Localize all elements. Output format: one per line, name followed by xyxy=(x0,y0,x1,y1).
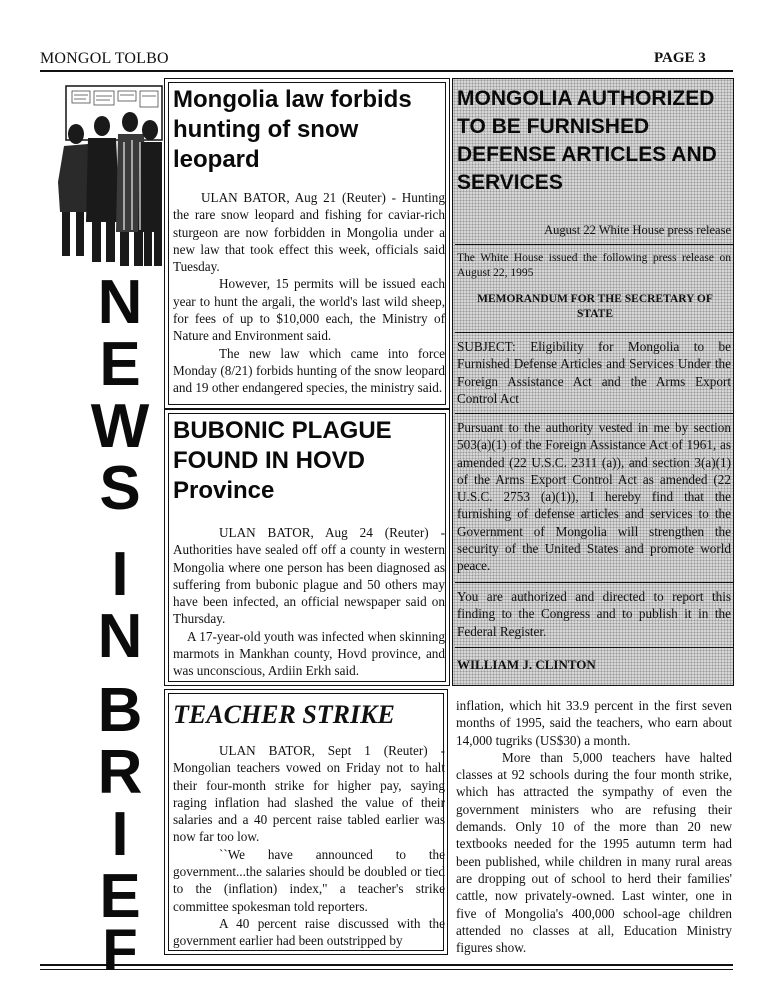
sidebar-letter: B xyxy=(97,676,143,745)
snow-leopard-headline: Mongolia law forbids hunting of snow leopard xyxy=(173,86,412,173)
article-teacher-strike xyxy=(164,689,448,955)
defense-pursuant: Pursuant to the authority vested in me by section 503(a)(1) of the Foreign Assistance Act of 1961, as amended (22 U.S.C. 2311 (a)), and section 3(a)(1) of the Arms Export Control Act as amended (22 U.S.C. 2753 (a)(1)), I hereby find that the furnishing of defense articles and services to the Government of Mongolia will strengthen the security of the United States and promote world peace. xyxy=(457,420,731,574)
paragraph: A 40 percent raise discussed with the government earlier had been outstripped by xyxy=(173,915,445,949)
sidebar-letter: I xyxy=(111,800,129,869)
paragraph: ULAN BATOR, Aug 24 (Reuter) - Authorities have sealed off off a county in western Mongolia where one person has been diagnosed as suffering from bubonic plague and 50 others may have been infected, an official newspaper said on Thursday. xyxy=(173,525,445,627)
paragraph: More than 5,000 teachers have halted classes at 92 schools during the four month strike, which has attracted the sympathy of even the government ministers who are refusing their demands. Only 10 of the more than 20 new textbooks needed for the 1995 autumn term had been published, while children in many rural areas are dropping out of school to herd their families' cattle, now privately-owned. Last winter, one in five of Mongolia's 400,000 school-age children attended no classes at all, Education Ministry figures show. xyxy=(456,749,732,956)
sidebar-letter: W xyxy=(90,392,150,461)
defense-memo-heading: MEMORANDUM FOR THE SECRETARY OF STATE xyxy=(477,293,713,320)
paragraph: However, 15 permits will be issued each year to hunt the argali, the world's last wild sheep, for fees of up to $10,000 each, the Ministry of Nature and Environment said. xyxy=(173,276,445,344)
top-rule xyxy=(40,70,733,72)
paragraph: inflation, which hit 33.9 percent in the first seven months of 1995, said the teachers, who earn about 14,000 tugriks (US$30) a month. xyxy=(456,698,732,748)
teacher-strike-headline: TEACHER STRIKE xyxy=(173,700,395,729)
teacher-strike-body-right xyxy=(456,697,732,956)
defense-intro: The White House issued the following press release on August 22, 1995 xyxy=(457,252,731,279)
snow-leopard-body xyxy=(173,189,445,397)
paragraph: A 17-year-old youth was infected when skinning marmots in Mankhan county, Hovd province, and was unconscious, Ardiin Erkh said. xyxy=(173,628,445,679)
defense-source: August 22 White House press release xyxy=(544,223,731,237)
sidebar-letter: N xyxy=(97,268,143,337)
sidebar-news-in-brief xyxy=(74,268,166,983)
defense-subject: SUBJECT: Eligibility for Mongolia to be Furnished Defense Articles and Services Under the Foreign Assistance Act and the Arms Export Control Act xyxy=(457,339,731,406)
sidebar-letter: N xyxy=(97,602,143,671)
defense-directive: You are authorized and directed to report this finding to the Congress and to publish it in the Federal Register. xyxy=(457,589,731,639)
article-bubonic-plague xyxy=(164,409,450,686)
article-snow-leopard xyxy=(164,78,450,409)
plague-headline: BUBONIC PLAGUE FOUND IN HOVD Province xyxy=(173,417,392,504)
plague-body xyxy=(173,524,445,680)
sidebar-letter: I xyxy=(111,540,129,609)
paragraph: ULAN BATOR, Sept 1 (Reuter) - Mongolian teachers vowed on Friday not to halt their four-month strike for higher pay, saying raging inflation had slashed the value of their salaries and a 40 percent raise tabled earlier was now far too low. xyxy=(173,743,445,845)
people-reading-illustration xyxy=(46,82,164,272)
sidebar-letter: S xyxy=(99,454,141,523)
sidebar-letter: E xyxy=(99,330,141,399)
article-defense-articles xyxy=(452,78,734,686)
paragraph: The new law which came into force Monday (8/21) forbids hunting of the snow leopard and 19 other endangered species, the ministry said. xyxy=(173,345,445,396)
masthead-title: MONGOL TOLBO xyxy=(40,50,169,67)
sidebar-letter: F xyxy=(102,918,138,983)
paragraph: ``We have announced to the government...the salaries should be doubled or tied to the (inflation) index," a teacher's strike committee spokesman told reporters. xyxy=(173,846,445,914)
page-number: PAGE 3 xyxy=(654,50,706,66)
teacher-strike-body-left xyxy=(173,742,445,950)
paragraph: ULAN BATOR, Aug 21 (Reuter) - Hunting the rare snow leopard and fishing for caviar-rich sturgeon are now forbidden in Mongolia under a new law that took effect this week, officials said Tuesday. xyxy=(173,190,445,275)
sidebar-letter: E xyxy=(99,862,141,931)
defense-headline: MONGOLIA AUTHORIZED TO BE FURNISHED DEFENSE ARTICLES AND SERVICES xyxy=(457,87,717,194)
sidebar-letter: R xyxy=(97,738,143,807)
defense-signature: WILLIAM J. CLINTON xyxy=(457,657,596,672)
